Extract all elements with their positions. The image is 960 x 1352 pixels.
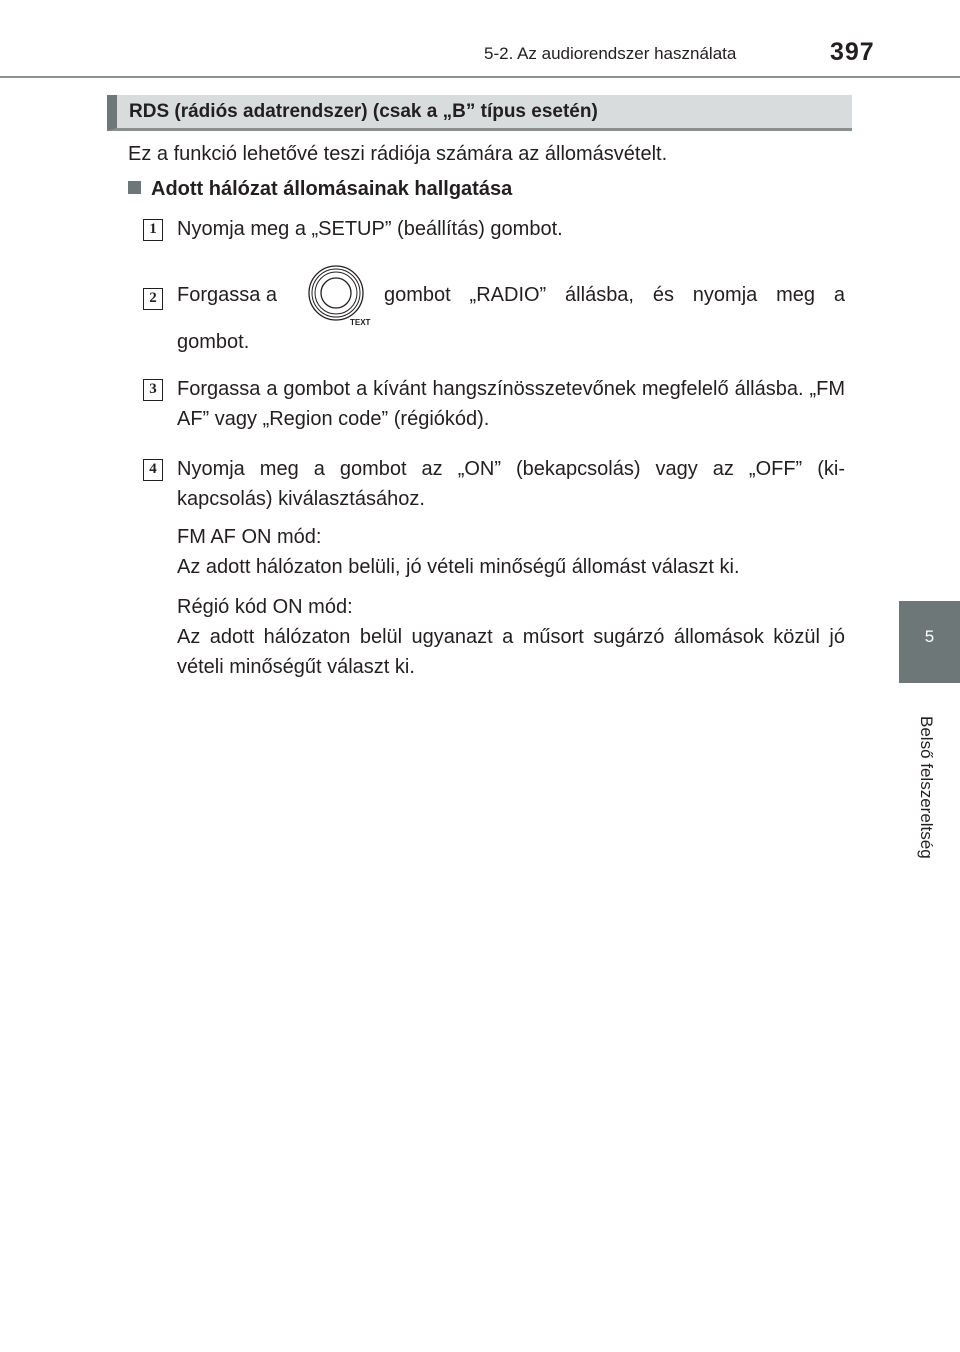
step-text-2-after: gombot „RADIO” állásba, és nyomja meg a xyxy=(384,284,845,306)
mode-region-code-description: Az adott hálózaton belül ugyanazt a műsort sugárzó állomások közül jó vételi minőségűt választ ki. xyxy=(177,626,845,678)
tune-knob-icon xyxy=(306,263,372,329)
page-number: 397 xyxy=(830,38,875,66)
mode-fm-af-description: Az adott hálózaton belüli, jó vételi minőségű állomást választ ki. xyxy=(177,556,740,578)
chapter-tab xyxy=(899,601,960,683)
section-heading-bar xyxy=(107,95,852,131)
step-number-3: 3 xyxy=(143,379,163,401)
subheading xyxy=(128,178,512,201)
mode-region-code-title: Régió kód ON mód: xyxy=(177,596,353,618)
chapter-label: Belső felszereltség xyxy=(917,715,936,859)
subheading-text: Adott hálózat állomásainak hallgatása xyxy=(151,178,513,200)
section-title: 5-2. Az audiorendszer használata xyxy=(484,44,737,63)
knob-label: TEXT xyxy=(350,318,371,327)
intro-text: Ez a funkció lehetővé teszi rádiója számára az állomásvételt. xyxy=(128,143,668,165)
step-number-2: 2 xyxy=(143,288,163,310)
section-heading: RDS (rádiós adatrendszer) (csak a „B” típus esetén) xyxy=(129,101,598,122)
mode-fm-af xyxy=(177,522,845,582)
step-text-4: Nyomja meg a gombot az „ON” (bekapcsolás) vagy az „OFF” (ki- kapcsolás) kiválasztásához. xyxy=(177,458,845,510)
header-divider xyxy=(0,76,960,78)
step-number-4: 4 xyxy=(143,459,163,481)
step-text-2-line2: gombot. xyxy=(177,331,250,353)
mode-region-code xyxy=(177,592,845,682)
mode-fm-af-title: FM AF ON mód: xyxy=(177,526,322,548)
step-text-3: Forgassa a gombot a kívánt hangszínösszetevőnek megfelelő állásba. „FM AF” vagy „Region code” (régiókód). xyxy=(177,378,845,430)
step-text-1: Nyomja meg a „SETUP” (beállítás) gombot. xyxy=(177,218,563,240)
step-text-2-before: Forgassa a xyxy=(177,284,278,306)
chapter-number: 5 xyxy=(924,627,935,646)
step-number-1: 1 xyxy=(143,219,163,241)
square-bullet-icon xyxy=(128,181,141,194)
